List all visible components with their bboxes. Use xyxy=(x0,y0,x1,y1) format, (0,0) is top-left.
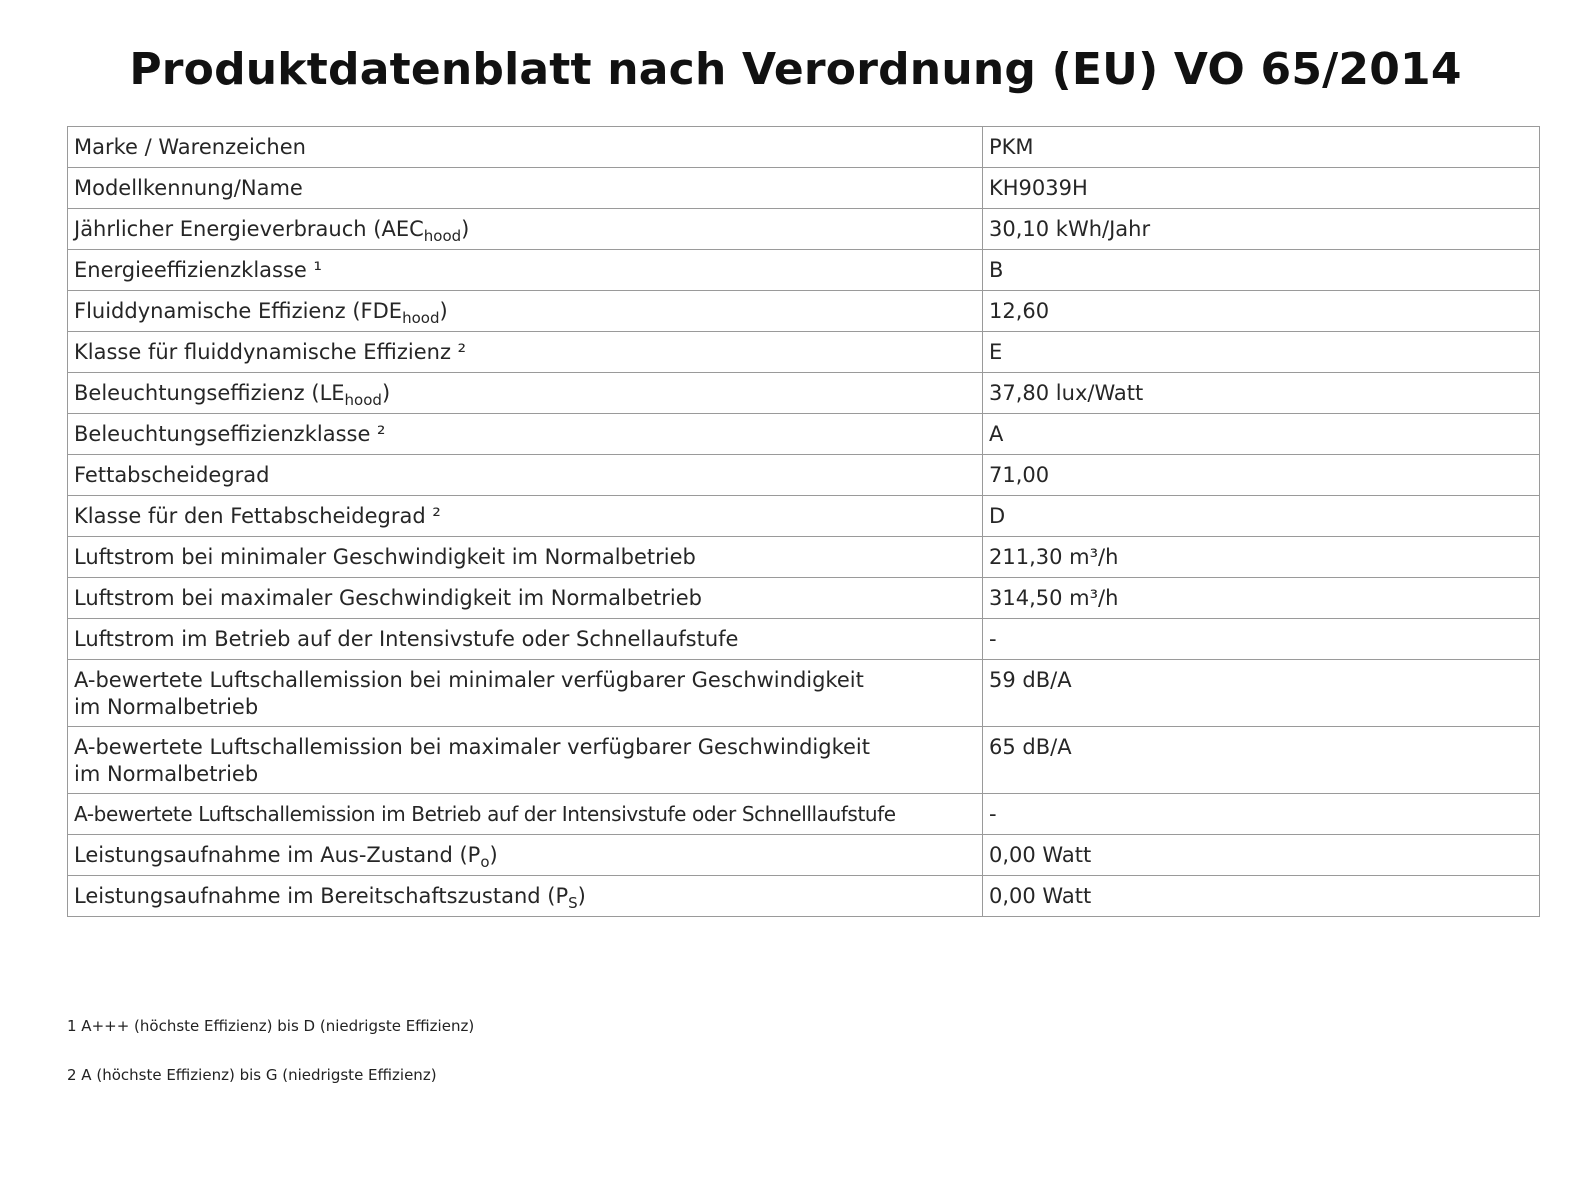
row-value: 0,00 Watt xyxy=(983,876,1540,917)
row-label: Modellkennung/Name xyxy=(68,168,983,209)
row-value: KH9039H xyxy=(983,168,1540,209)
table-row xyxy=(68,127,1540,168)
table-row xyxy=(68,291,1540,332)
row-label: Fettabscheidegrad xyxy=(68,455,983,496)
row-label: A-bewertete Luftschallemission im Betrieb auf der Intensivstufe oder Schnelllaufstufe xyxy=(68,794,983,835)
row-value: 12,60 xyxy=(983,291,1540,332)
row-label: Beleuchtungseffizienzklasse ² xyxy=(68,414,983,455)
page-title: Produktdatenblatt nach Verordnung (EU) VO 65/2014 xyxy=(129,44,1462,95)
row-label: Marke / Warenzeichen xyxy=(68,127,983,168)
row-label: Energieeffizienzklasse ¹ xyxy=(68,250,983,291)
row-label: Fluiddynamische Effizienz $(FDE_{hood})$ xyxy=(68,291,983,332)
row-value: A xyxy=(983,414,1540,455)
table-row xyxy=(68,537,1540,578)
table-row xyxy=(68,332,1540,373)
table-row xyxy=(68,876,1540,917)
row-value: 71,00 xyxy=(983,455,1540,496)
row-value: D xyxy=(983,496,1540,537)
table-row xyxy=(68,619,1540,660)
footnote-2: 2 A (höchste Effizienz) bis G (niedrigste Effizienz) xyxy=(67,1066,437,1084)
table-row xyxy=(68,496,1540,537)
row-value: 30,10 kWh/Jahr xyxy=(983,209,1540,250)
footnote-1: 1 A+++ (höchste Effizienz) bis D (niedrigste Effizienz) xyxy=(67,1017,475,1035)
row-value: PKM xyxy=(983,127,1540,168)
row-value: B xyxy=(983,250,1540,291)
row-label: Leistungsaufnahme im Aus-Zustand $(P_o)$ xyxy=(68,835,983,876)
table-row xyxy=(68,455,1540,496)
row-value: - xyxy=(983,619,1540,660)
row-label: Luftstrom im Betrieb auf der Intensivstufe oder Schnellaufstufe xyxy=(68,619,983,660)
row-label: A-bewertete Luftschallemission bei minimaler verfügbarer Geschwindigkeit im Normalbetrieb xyxy=(68,660,983,727)
row-value: E xyxy=(983,332,1540,373)
row-value: 59 dB/A xyxy=(983,660,1540,727)
row-label: Luftstrom bei maximaler Geschwindigkeit im Normalbetrieb xyxy=(68,578,983,619)
row-value: 0,00 Watt xyxy=(983,835,1540,876)
table-row xyxy=(68,373,1540,414)
product-data-table xyxy=(67,126,1540,917)
row-value: 314,50 m³/h xyxy=(983,578,1540,619)
table-row xyxy=(68,835,1540,876)
row-label: Leistungsaufnahme im Bereitschaftszustand $(P_S)$ xyxy=(68,876,983,917)
row-label: Klasse für fluiddynamische Effizienz ² xyxy=(68,332,983,373)
row-value: - xyxy=(983,794,1540,835)
table-row xyxy=(68,794,1540,835)
table-row xyxy=(68,660,1540,727)
table-row xyxy=(68,727,1540,794)
footnotes xyxy=(67,1016,474,1114)
table-row xyxy=(68,578,1540,619)
row-value: 211,30 m³/h xyxy=(983,537,1540,578)
row-label: Beleuchtungseffizienz $(LE_{hood})$ xyxy=(68,373,983,414)
row-label: A-bewertete Luftschallemission bei maximaler verfügbarer Geschwindigkeit im Normalbetrieb xyxy=(68,727,983,794)
table-row xyxy=(68,414,1540,455)
row-value: 65 dB/A xyxy=(983,727,1540,794)
row-label: Jährlicher Energieverbrauch $(AEC_{hood})$ xyxy=(68,209,983,250)
row-value: 37,80 lux/Watt xyxy=(983,373,1540,414)
table-row xyxy=(68,250,1540,291)
table-row xyxy=(68,168,1540,209)
row-label: Luftstrom bei minimaler Geschwindigkeit im Normalbetrieb xyxy=(68,537,983,578)
table-row xyxy=(68,209,1540,250)
row-label: Klasse für den Fettabscheidegrad ² xyxy=(68,496,983,537)
